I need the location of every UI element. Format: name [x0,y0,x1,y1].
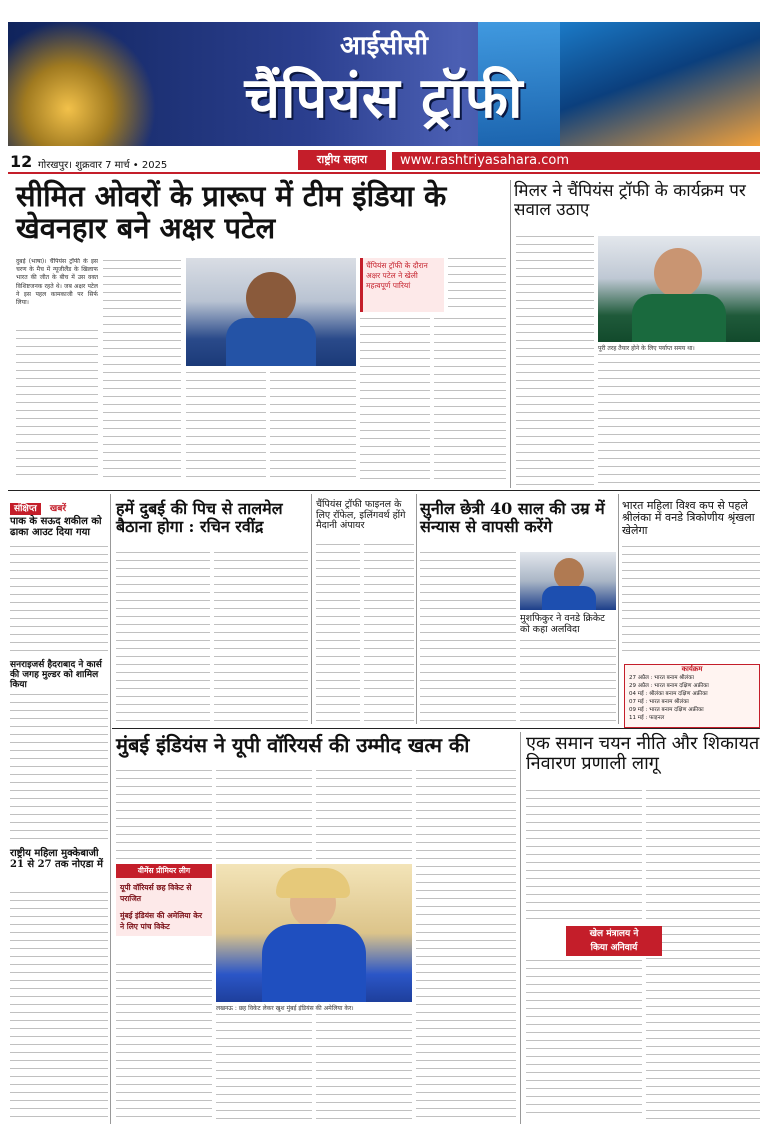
chhetri-text-col1 [420,552,516,722]
finals-text-col2 [364,544,414,722]
dateline: गोरखपुर। शुक्रवार 7 मार्च • 2025 [38,160,168,171]
mumbai-text-col6 [216,1014,312,1120]
schedule-item: 27 अप्रैल : भारत बनाम श्रीलंका [629,675,694,681]
brief3-text [10,892,108,1120]
divider [311,494,312,724]
divider [520,732,521,1124]
banner-title-large: चैंपियंस ट्रॉफी [244,66,524,131]
womens-schedule-box [624,664,760,728]
finals-headline: चैंपियंस ट्रॉफी फाइनल के लिए रॉफेल, इलिंगवर्थ होंगे मैदानी अंपायर [316,499,406,532]
banner-title-small: आईसीसी [340,31,428,61]
grievance-text-col1 [526,790,642,920]
miller-text-col2 [598,354,760,486]
section-rule [112,728,760,729]
miller-text-col1 [516,236,594,486]
brief1-headline: पाक के सऊद शकील को ढाका आउट दिया गया [10,516,102,539]
mumbai-text-col1 [116,770,212,860]
brief3-headline: राष्ट्रीय महिला मुक्केबाजी 21 से 27 तक नोएडा में [10,848,103,871]
schedule-item: 11 मई : फाइनल [629,715,665,721]
divider [416,494,417,724]
divider [110,494,111,1124]
chhetri-subheadline: मुशफिकुर ने वनडे क्रिकेट को कहा अलविदा [520,613,605,635]
grievance-box-line: किया अनिवार्य [590,943,638,953]
womens-headline: भारत महिला विश्व कप से पहले श्रीलंका में वनडे त्रिकोणीय श्रृंखला खेलेगा [622,499,755,537]
briefs-label-2: खबरें [49,504,67,514]
grievance-headline: एक समान चयन नीति और शिकायत निवारण प्रणाली लागू [526,733,760,775]
briefs-header [10,496,108,514]
briefs-label: संक्षिप्त [10,503,41,515]
lead-intro: दुबई (भाषा)। चैंपियंस ट्रॉफी के इस चरण के मैच में न्यूजीलैंड के खिलाफ भारत की जीत के बीच में उस वक्त विशिष्टजनक रहते थे। जब अक्षर पटेल ने इस पहल कामकाजी पर सिर्फ लिया। [16,258,98,307]
finals-text-col1 [316,544,360,722]
lead-text-col5 [448,258,506,314]
wpl-box [116,864,212,960]
lead-text-col4 [270,372,356,480]
grievance-text-col2 [646,790,760,1120]
schedule-title: कार्यक्रम [681,665,703,673]
wpl-box-item: यूपी वॉरियर्स छह विकेट से पराजित [120,883,192,903]
mumbai-text-col7 [316,1014,412,1120]
brief2-text [10,694,108,844]
grievance-box [566,926,662,956]
schedule-item: 09 मई : भारत बनाम दक्षिण अफ्रीका [629,707,704,713]
mumbai-text-col8 [416,924,516,1120]
wpl-box-item: मुंबई इंडियंस की अमेलिया केर ने लिए पांच विकेट [120,911,203,931]
page-number: 12 [10,152,33,171]
lead-text-col7 [434,318,506,480]
newspaper-logo: राष्ट्रीय सहारा [298,150,386,170]
dubai-headline: हमें दुबई की पिच से तालमेल बैठाना होगा : रचिन रवींद्र [116,499,283,536]
miller-headline: मिलर ने चैंपियंस ट्रॉफी के कार्यक्रम पर सवाल उठाए [514,181,746,221]
mumbai-photo-caption: लखनऊ : छह विकेट लेकर खुश मुंबई इंडियंस की अमेलिया केर। [216,1005,354,1012]
brief1-text [10,546,108,656]
chhetri-text-col2 [520,640,616,722]
miller-caption: पूरी तरह तैयार होने के लिए पर्याप्त समय था। [598,345,695,352]
tournament-banner [8,22,760,146]
lead-text-col2 [103,260,181,480]
chhetri-photo [520,552,616,610]
dubai-text-col2 [214,552,308,722]
lead-text-col6 [360,318,430,480]
miller-photo [598,236,760,342]
lead-pull-quote: चैंपियंस ट्रॉफी के दौरान अक्षर पटेल ने खेली महत्वपूर्ण पारियां [360,258,444,312]
chhetri-headline: सुनील छेत्री 40 साल की उम्र में संन्यास से वापसी करेंगे [420,499,605,536]
lead-headline: सीमित ओवरों के प्रारूप में टीम इंडिया के खेवनहार बने अक्षर पटेल [16,179,447,246]
mumbai-text-col4 [416,770,516,920]
mumbai-text-col5 [116,964,212,1120]
mumbai-text-col3 [316,770,412,860]
mumbai-headline: मुंबई इंडियंस ने यूपी वॉरियर्स की उम्मीद खत्म की [116,733,470,757]
schedule-item: 04 मई : श्रीलंका बनाम दक्षिण अफ्रीका [629,691,708,697]
dubai-text-col1 [116,552,210,722]
lead-photo [186,258,356,366]
schedule-item: 07 मई : भारत बनाम श्रीलंका [629,699,689,705]
divider [510,180,511,488]
schedule-list [625,674,759,722]
brief2-headline: सनराइजर्स हैदराबाद ने कार्स की जगह मुल्डर को शामिल किया [10,660,102,691]
grievance-text-col3 [526,960,642,1120]
mumbai-photo [216,864,412,1002]
schedule-item: 29 अप्रैल : भारत बनाम दक्षिण अफ्रीका [629,683,709,689]
section-rule [8,490,760,491]
womens-text [622,546,760,656]
wpl-box-title: वीमेंस प्रीमियर लीग [116,864,212,878]
grievance-box-line: खेल मंत्रालय ने [589,929,639,939]
website-url: www.rashtriyasahara.com [392,152,760,170]
lead-text-col1 [16,330,98,480]
mumbai-text-col2 [216,770,312,860]
divider [618,494,619,724]
lead-text-col3 [186,372,266,480]
